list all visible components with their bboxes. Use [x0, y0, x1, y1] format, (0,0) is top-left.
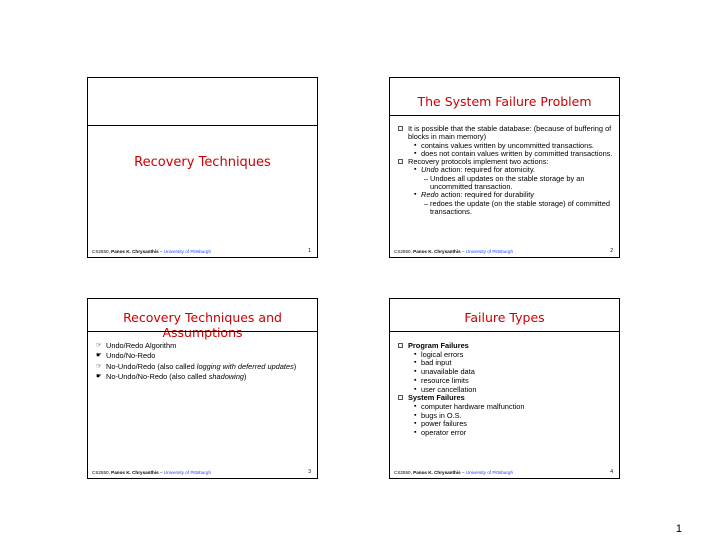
list-item: ▪ does not contain values written by committed transactions.	[414, 148, 613, 158]
slide-footer: CS2550, Panos K. Chrysanthis – University of Pittsburgh	[394, 249, 513, 254]
list-item: ▪ unavailable data	[414, 367, 475, 377]
pointing-hand-icon: ☞	[96, 362, 102, 370]
slide-number: 1	[308, 248, 311, 254]
bullet-icon: ▪	[414, 359, 417, 367]
list-item: Recovery protocols implement two actions:	[390, 158, 613, 166]
slide-title: The System Failure Problem	[417, 94, 592, 109]
list-item: ▪ Undo action: required for atomicity.	[414, 165, 536, 175]
list-item: It is possible that the stable database: (because of buffering of blocks in main memory)	[390, 125, 613, 142]
bullet-icon: ▪	[414, 411, 417, 419]
list-item: Program Failures	[390, 342, 613, 351]
list-item: ☛ No-Undo/No-Redo (also called shadowing)	[96, 371, 247, 381]
slide-title: Recovery Techniques and Assumptions	[123, 310, 282, 340]
slide-1	[87, 77, 318, 258]
bullet-icon: ▪	[414, 191, 417, 199]
bullet-icon: ▪	[414, 368, 417, 376]
slide-number: 3	[308, 469, 311, 475]
list-item: ▪ user cancellation	[414, 384, 477, 394]
list-item: ▪ operator error	[414, 428, 467, 438]
slide-title-divider	[88, 125, 317, 126]
slide-title-divider	[88, 331, 317, 332]
list-item: – Undoes all updates on the stable storage by an uncommitted transaction.	[424, 173, 585, 192]
list-item: ▪ contains values written by uncommitted transactions.	[414, 140, 594, 150]
slide-number: 4	[610, 469, 613, 475]
slide-footer: CS2550, Panos K. Chrysanthis – University of Pittsburgh	[92, 249, 211, 254]
slide-number: 2	[610, 248, 613, 254]
slide-body	[390, 125, 619, 216]
list-item: ▪ bad input	[414, 358, 452, 368]
slide-footer: CS2550, Panos K. Chrysanthis – University of Pittsburgh	[394, 470, 513, 475]
slide-title: Failure Types	[464, 310, 545, 325]
bullet-icon: ▪	[414, 420, 417, 428]
list-item: ▪ power failures	[414, 419, 468, 429]
bullet-icon: ▪	[414, 166, 417, 174]
list-item: ☛ Undo/No-Redo	[96, 351, 156, 361]
slide-title-divider	[390, 115, 619, 116]
checkbox-bullet-icon	[398, 343, 403, 348]
bullet-icon: ▪	[414, 385, 417, 393]
checkbox-bullet-icon	[398, 159, 403, 164]
slide-3	[87, 298, 318, 479]
page-number: 1	[675, 523, 682, 535]
list-item: ▪ Redo action: required for durability	[414, 190, 534, 200]
slide-body	[88, 342, 317, 381]
list-item: ▪ computer hardware malfunction	[414, 401, 525, 411]
slide-title: Recovery Techniques	[134, 155, 271, 170]
bullet-icon: ▪	[414, 149, 417, 157]
dash-bullet-icon: –	[424, 198, 429, 208]
slide-4	[389, 298, 620, 479]
pointing-hand-icon: ☛	[96, 372, 102, 380]
list-item: ☞ Undo/Redo Algorithm	[96, 341, 177, 350]
list-item: ▪ logical errors	[414, 349, 464, 359]
pointing-hand-icon: ☛	[96, 352, 102, 360]
list-item: ▪ resource limits	[414, 375, 469, 385]
dash-bullet-icon: –	[424, 173, 429, 183]
bullet-icon: ▪	[414, 376, 417, 384]
list-item: ☞ No-Undo/Redo (also called logging with deferred updates)	[96, 361, 297, 371]
list-item: System Failures	[390, 394, 613, 403]
slide-title-divider	[390, 331, 619, 332]
slide-body	[390, 342, 619, 438]
list-item: ▪ bugs in O.S.	[414, 410, 462, 420]
list-item: – redoes the update (on the stable storage) of committed transactions.	[424, 198, 610, 216]
checkbox-bullet-icon	[398, 395, 403, 400]
bullet-icon: ▪	[414, 350, 417, 358]
slide-2	[389, 77, 620, 258]
checkbox-bullet-icon	[398, 126, 403, 131]
bullet-icon: ▪	[414, 141, 417, 149]
bullet-icon: ▪	[414, 402, 417, 410]
pointing-hand-icon: ☞	[96, 342, 102, 349]
slide-footer: CS2550, Panos K. Chrysanthis – University of Pittsburgh	[92, 470, 211, 475]
bullet-icon: ▪	[414, 429, 417, 437]
